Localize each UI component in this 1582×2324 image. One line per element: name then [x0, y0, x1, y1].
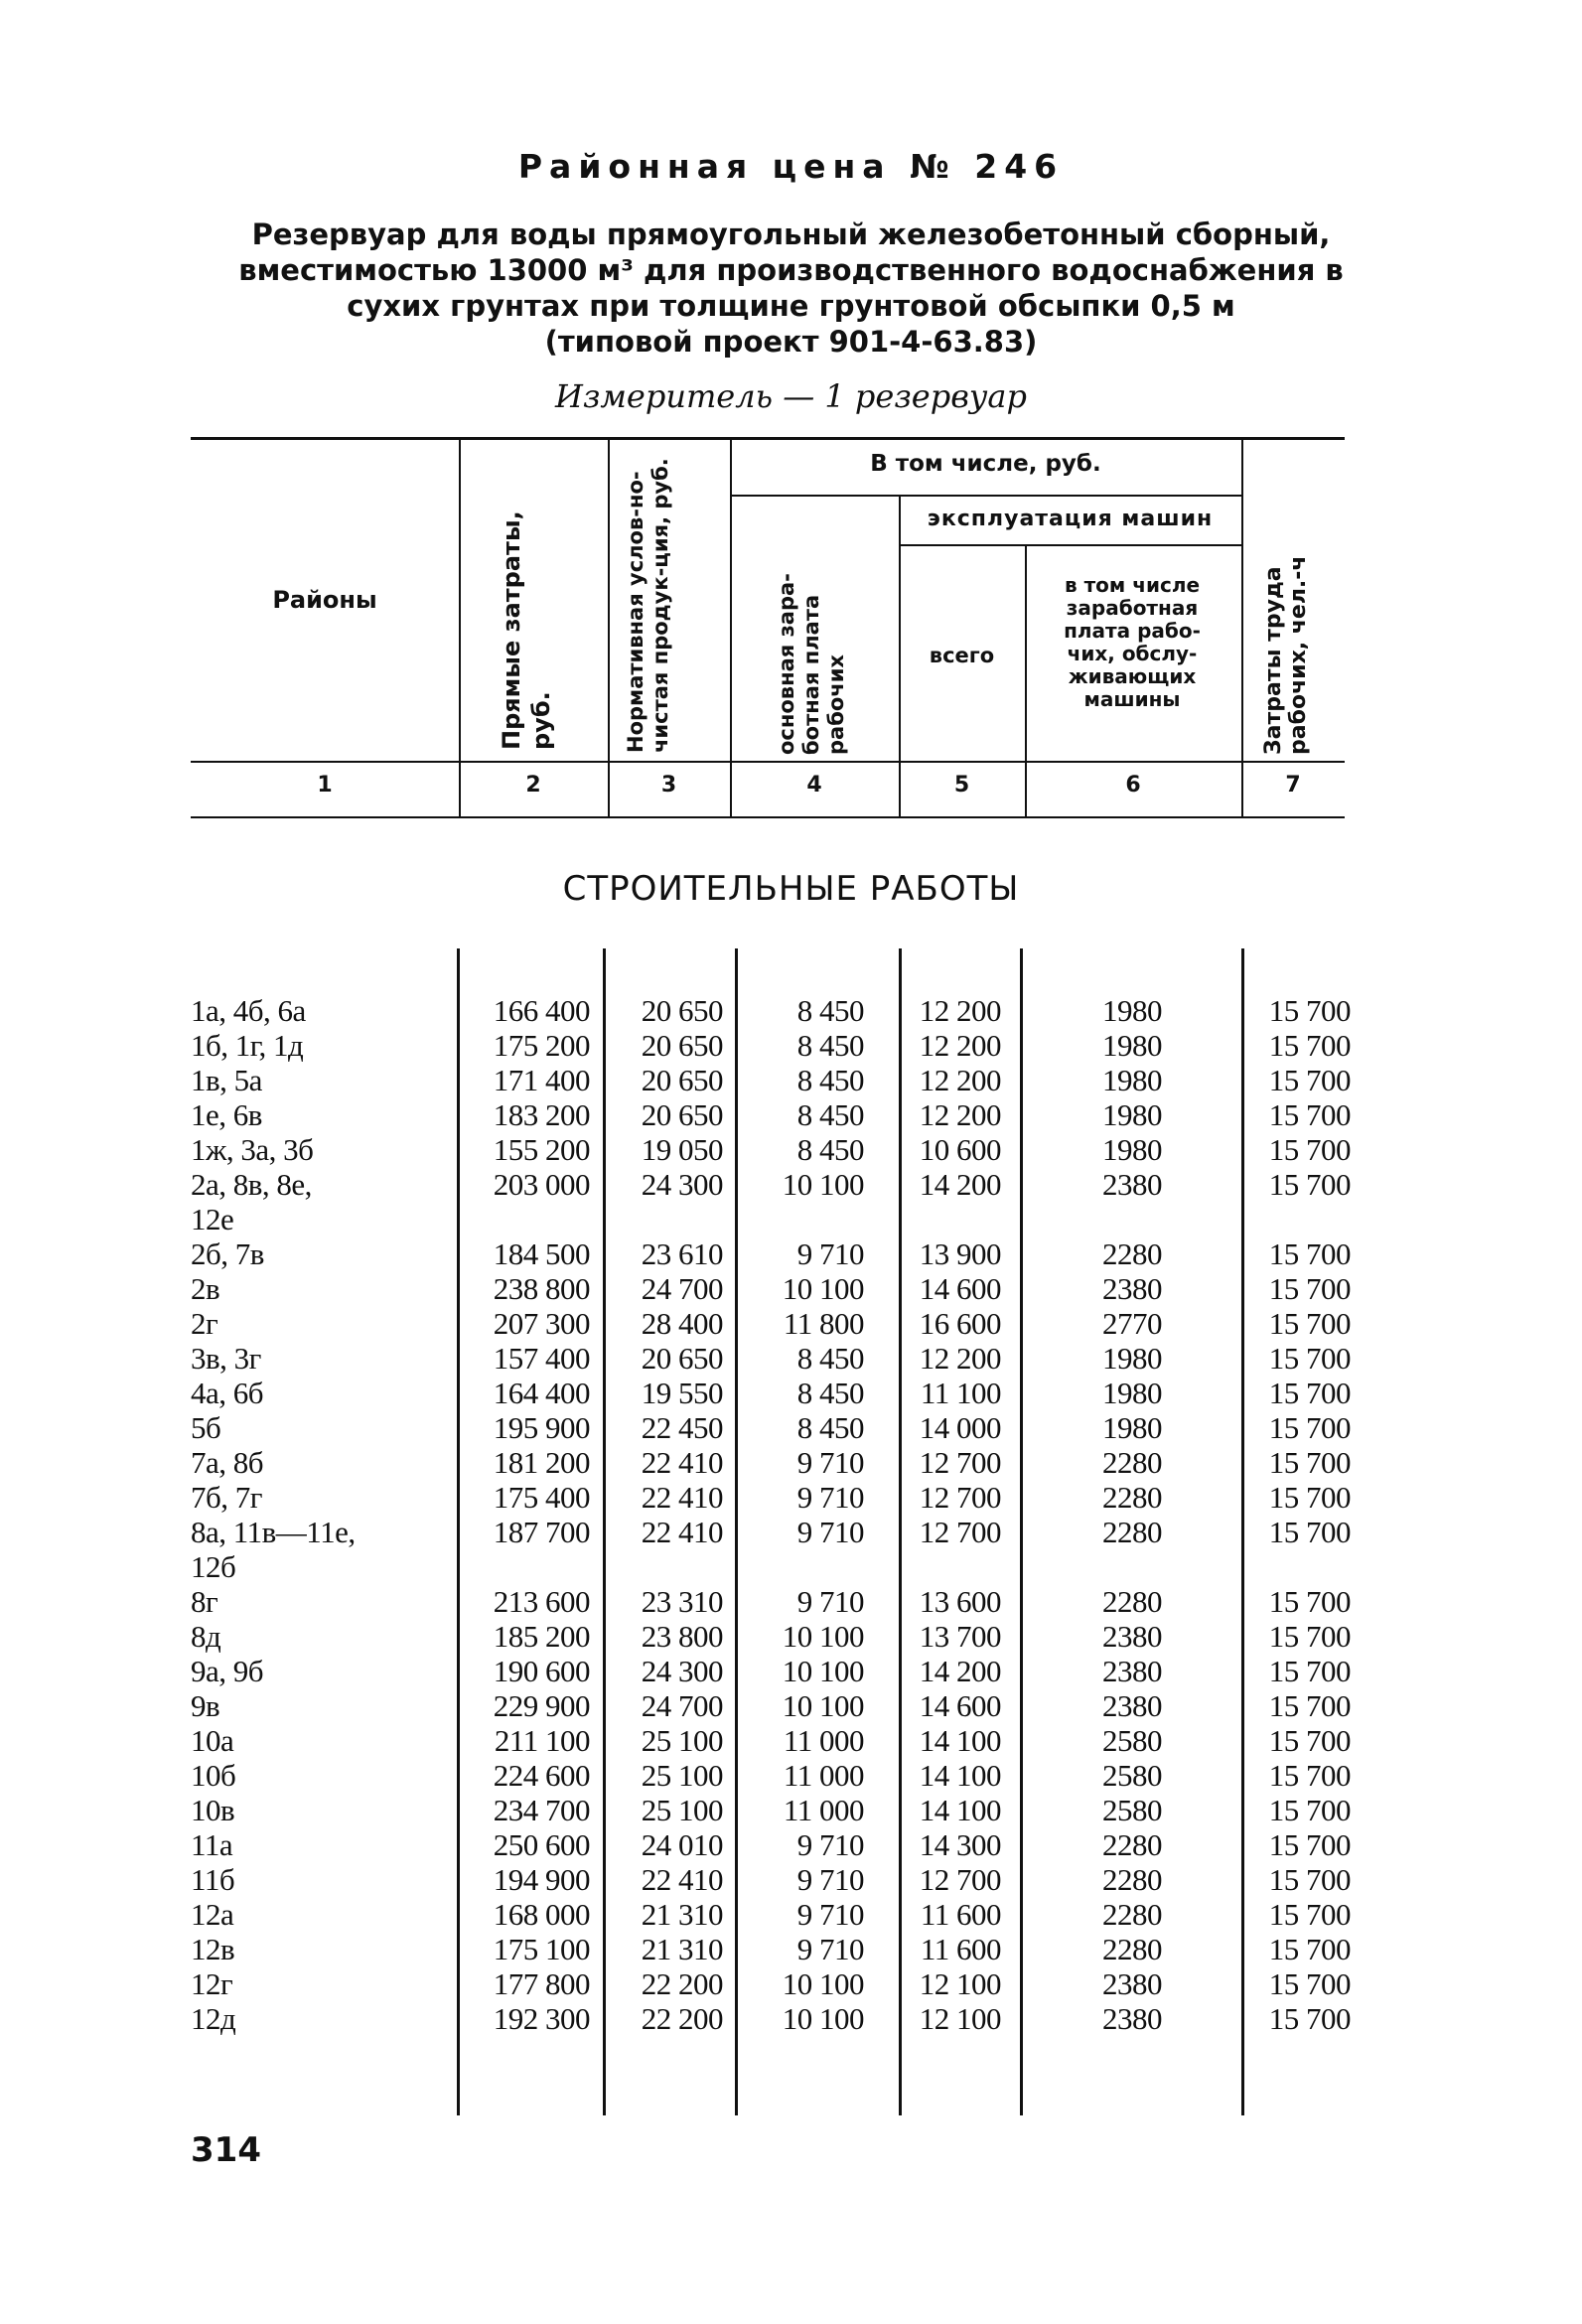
region-label: 3в, 3г: [191, 1341, 261, 1376]
value-cell-c5: 12 100: [919, 1966, 1001, 2001]
header-bottom-rule: [191, 761, 1345, 763]
value-cell-c5: 12 700: [919, 1445, 1001, 1480]
value-cell-c2: 157 400: [493, 1341, 590, 1376]
value-cell-c3: 25 100: [641, 1793, 723, 1827]
value-cell-c7: 15 700: [1268, 1862, 1351, 1897]
value-cell-c3: 22 410: [641, 1445, 723, 1480]
region-cell: [191, 993, 449, 1028]
value-cell-c4: 8 450: [796, 1410, 864, 1445]
header-vline: [608, 440, 610, 816]
value-cell-c6: 2280: [1102, 1236, 1162, 1271]
column-number: 4: [806, 773, 822, 798]
value-cell-c3: 22 410: [641, 1480, 723, 1515]
table-row: [0, 1515, 1582, 1584]
header-machines: эксплуатация машин: [927, 507, 1214, 531]
value-cell-c3: 23 310: [641, 1584, 723, 1619]
region-cell: [191, 1966, 449, 2001]
value-cell-c7: 15 700: [1268, 1897, 1351, 1932]
value-cell-c6: 2280: [1102, 1897, 1162, 1932]
value-cell-c3: 20 650: [641, 1028, 723, 1063]
value-cell-c6: 2580: [1102, 1758, 1162, 1793]
region-label: 1е, 6в: [191, 1097, 262, 1132]
value-cell-c2: 190 600: [493, 1654, 590, 1688]
value-cell-c7: 15 700: [1268, 1063, 1351, 1097]
region-label: 11б: [191, 1862, 235, 1897]
value-cell-c6: 2280: [1102, 1932, 1162, 1966]
value-cell-c3: 22 200: [641, 1966, 723, 2001]
value-cell-c3: 22 410: [641, 1862, 723, 1897]
value-cell-c5: 14 100: [919, 1723, 1001, 1758]
value-cell-c5: 16 600: [919, 1306, 1001, 1341]
value-cell-c2: 250 600: [493, 1827, 590, 1862]
region-cell: [191, 1341, 449, 1376]
value-cell-c3: 25 100: [641, 1723, 723, 1758]
value-cell-c4: 11 000: [783, 1723, 864, 1758]
table-row: [0, 1688, 1582, 1723]
region-cell: [191, 1862, 449, 1897]
region-cell: [191, 1827, 449, 1862]
region-label: 8г: [191, 1584, 218, 1619]
region-label: 7б, 7г: [191, 1480, 262, 1515]
value-cell-c5: 11 600: [920, 1932, 1001, 1966]
value-cell-c6: 1980: [1102, 1376, 1162, 1410]
value-cell-c2: 166 400: [493, 993, 590, 1028]
table-row: [0, 1654, 1582, 1688]
value-cell-c7: 15 700: [1268, 1932, 1351, 1966]
header-sub-rule: [899, 544, 1241, 546]
value-cell-c7: 15 700: [1268, 1619, 1351, 1654]
column-number: 3: [660, 773, 677, 798]
region-cell: [191, 1445, 449, 1480]
header-machine-wages: в том числе заработная плата рабо-чих, обслу-живающих машины: [1064, 573, 1201, 711]
value-cell-c4: 9 710: [796, 1445, 864, 1480]
table-row: [0, 1271, 1582, 1306]
value-cell-c6: 1980: [1102, 1028, 1162, 1063]
value-cell-c6: 2380: [1102, 2001, 1162, 2036]
region-cell: [191, 1376, 449, 1410]
value-cell-c2: 183 200: [493, 1097, 590, 1132]
value-cell-c7: 15 700: [1268, 1654, 1351, 1688]
value-cell-c7: 15 700: [1268, 1445, 1351, 1480]
table-row: [0, 2001, 1582, 2036]
value-cell-c2: 234 700: [493, 1793, 590, 1827]
region-cell: [191, 1793, 449, 1827]
measurement-unit: Измеритель — 1 резервуар: [555, 377, 1027, 415]
table-row: [0, 1932, 1582, 1966]
value-cell-c2: 229 900: [493, 1688, 590, 1723]
table-row: [0, 1827, 1582, 1862]
value-cell-c7: 15 700: [1268, 1376, 1351, 1410]
value-cell-c6: 2280: [1102, 1515, 1162, 1549]
value-cell-c7: 15 700: [1268, 1515, 1351, 1549]
value-cell-c4: 10 100: [782, 1271, 864, 1306]
value-cell-c5: 12 700: [919, 1862, 1001, 1897]
value-cell-c4: 8 450: [796, 1097, 864, 1132]
table-row: [0, 1758, 1582, 1793]
value-cell-c6: 2380: [1102, 1271, 1162, 1306]
region-cell: [191, 1271, 449, 1306]
value-cell-c4: 10 100: [782, 1167, 864, 1202]
header-wages: основная зара-ботная плата рабочих: [775, 573, 848, 755]
header-labor: Затраты труда рабочих, чел.-ч: [1261, 555, 1311, 755]
value-cell-c4: 11 000: [783, 1758, 864, 1793]
value-cell-c5: 14 000: [919, 1410, 1001, 1445]
value-cell-c2: 168 000: [493, 1897, 590, 1932]
value-cell-c6: 2280: [1102, 1584, 1162, 1619]
value-cell-c4: 11 000: [783, 1793, 864, 1827]
value-cell-c4: 9 710: [796, 1932, 864, 1966]
value-cell-c5: 14 300: [919, 1827, 1001, 1862]
value-cell-c7: 15 700: [1268, 1688, 1351, 1723]
table-row: [0, 1862, 1582, 1897]
value-cell-c3: 28 400: [641, 1306, 723, 1341]
value-cell-c7: 15 700: [1268, 1271, 1351, 1306]
region-label: 1а, 4б, 6а: [191, 993, 306, 1028]
value-cell-c5: 14 200: [919, 1167, 1001, 1202]
table-row: [0, 1584, 1582, 1619]
region-label: 5б: [191, 1410, 221, 1445]
region-label: 1б, 1г, 1д: [191, 1028, 304, 1063]
value-cell-c5: 12 100: [919, 2001, 1001, 2036]
value-cell-c3: 23 800: [641, 1619, 723, 1654]
value-cell-c4: 8 450: [796, 993, 864, 1028]
value-cell-c6: 1980: [1102, 993, 1162, 1028]
region-cell: [191, 1723, 449, 1758]
value-cell-c4: 9 710: [796, 1862, 864, 1897]
region-cell: [191, 1654, 449, 1688]
value-cell-c3: 22 410: [641, 1515, 723, 1549]
region-cell: [191, 1306, 449, 1341]
value-cell-c5: 12 200: [919, 1341, 1001, 1376]
value-cell-c5: 12 700: [919, 1515, 1001, 1549]
page-number: 314: [191, 2130, 261, 2170]
value-cell-c2: 195 900: [493, 1410, 590, 1445]
value-cell-c4: 10 100: [782, 1966, 864, 2001]
value-cell-c7: 15 700: [1268, 1480, 1351, 1515]
table-row: [0, 1063, 1582, 1097]
value-cell-c3: 24 010: [641, 1827, 723, 1862]
region-label-continued: 12б: [191, 1549, 236, 1584]
column-number: 2: [525, 773, 541, 798]
value-cell-c6: 2380: [1102, 1966, 1162, 2001]
table-row: [0, 1723, 1582, 1758]
region-label: 1ж, 3а, 3б: [191, 1132, 314, 1167]
value-cell-c2: 185 200: [493, 1619, 590, 1654]
table-row: [0, 1897, 1582, 1932]
value-cell-c2: 238 800: [493, 1271, 590, 1306]
table-row: [0, 1097, 1582, 1132]
value-cell-c2: 211 100: [494, 1723, 590, 1758]
value-cell-c3: 22 200: [641, 2001, 723, 2036]
value-cell-c4: 9 710: [796, 1515, 864, 1549]
value-cell-c3: 21 310: [641, 1932, 723, 1966]
value-cell-c5: 12 200: [919, 1028, 1001, 1063]
value-cell-c6: 1980: [1102, 1132, 1162, 1167]
value-cell-c5: 14 200: [919, 1654, 1001, 1688]
table-row: [0, 1410, 1582, 1445]
region-cell: [191, 1132, 449, 1167]
colnum-bottom-rule: [191, 816, 1345, 818]
value-cell-c2: 175 200: [493, 1028, 590, 1063]
value-cell-c4: 8 450: [796, 1132, 864, 1167]
value-cell-c5: 12 700: [919, 1480, 1001, 1515]
value-cell-c5: 11 600: [920, 1897, 1001, 1932]
value-cell-c2: 192 300: [493, 2001, 590, 2036]
value-cell-c6: 2380: [1102, 1619, 1162, 1654]
value-cell-c5: 11 100: [920, 1376, 1001, 1410]
value-cell-c6: 2380: [1102, 1167, 1162, 1202]
value-cell-c4: 8 450: [796, 1063, 864, 1097]
value-cell-c5: 12 200: [919, 993, 1001, 1028]
table-row: [0, 1480, 1582, 1515]
value-cell-c2: 224 600: [493, 1758, 590, 1793]
section-title: СТРОИТЕЛЬНЫЕ РАБОТЫ: [562, 869, 1020, 909]
region-label: 11а: [191, 1827, 233, 1862]
region-label: 8а, 11в—11е,: [191, 1515, 356, 1549]
table-row: [0, 1167, 1582, 1236]
value-cell-c7: 15 700: [1268, 1097, 1351, 1132]
value-cell-c3: 20 650: [641, 1097, 723, 1132]
value-cell-c5: 13 600: [919, 1584, 1001, 1619]
region-cell: [191, 1584, 449, 1619]
value-cell-c4: 10 100: [782, 1688, 864, 1723]
value-cell-c4: 8 450: [796, 1341, 864, 1376]
value-cell-c6: 2380: [1102, 1688, 1162, 1723]
region-label-continued: 12е: [191, 1202, 234, 1236]
value-cell-c7: 15 700: [1268, 1410, 1351, 1445]
column-number: 7: [1285, 773, 1301, 798]
value-cell-c3: 24 300: [641, 1167, 723, 1202]
value-cell-c6: 1980: [1102, 1063, 1162, 1097]
value-cell-c7: 15 700: [1268, 2001, 1351, 2036]
region-label: 2б, 7в: [191, 1236, 264, 1271]
value-cell-c2: 187 700: [493, 1515, 590, 1549]
value-cell-c7: 15 700: [1268, 993, 1351, 1028]
region-cell: [191, 1167, 449, 1236]
header-total: всего: [929, 644, 995, 667]
region-cell: [191, 1688, 449, 1723]
value-cell-c4: 10 100: [782, 1619, 864, 1654]
value-cell-c3: 20 650: [641, 1063, 723, 1097]
region-label: 4а, 6б: [191, 1376, 264, 1410]
value-cell-c3: 20 650: [641, 1341, 723, 1376]
value-cell-c3: 24 300: [641, 1654, 723, 1688]
region-label: 2а, 8в, 8е,: [191, 1167, 312, 1202]
region-label: 12в: [191, 1932, 235, 1966]
value-cell-c2: 181 200: [493, 1445, 590, 1480]
table-row: [0, 1306, 1582, 1341]
region-label: 10б: [191, 1758, 236, 1793]
value-cell-c6: 2280: [1102, 1445, 1162, 1480]
table-row: [0, 1236, 1582, 1271]
table-row: [0, 1793, 1582, 1827]
value-cell-c2: 207 300: [493, 1306, 590, 1341]
header-top-rule: [191, 437, 1345, 440]
region-cell: [191, 1758, 449, 1793]
header-direct-costs: Прямые затраты, руб.: [498, 510, 555, 750]
value-cell-c4: 10 100: [782, 1654, 864, 1688]
value-cell-c2: 171 400: [493, 1063, 590, 1097]
value-cell-c2: 177 800: [493, 1966, 590, 2001]
value-cell-c7: 15 700: [1268, 1306, 1351, 1341]
value-cell-c7: 15 700: [1268, 1167, 1351, 1202]
value-cell-c5: 13 900: [919, 1236, 1001, 1271]
value-cell-c7: 15 700: [1268, 1758, 1351, 1793]
region-cell: [191, 1410, 449, 1445]
subtitle-line: вместимостью 13000 м³ для производственного водоснабжения в: [238, 253, 1344, 287]
table-row: [0, 1341, 1582, 1376]
value-cell-c5: 12 200: [919, 1063, 1001, 1097]
region-label: 12а: [191, 1897, 234, 1932]
value-cell-c4: 10 100: [782, 2001, 864, 2036]
value-cell-c6: 2770: [1102, 1306, 1162, 1341]
value-cell-c4: 9 710: [796, 1480, 864, 1515]
value-cell-c2: 175 400: [493, 1480, 590, 1515]
value-cell-c3: 19 050: [641, 1132, 723, 1167]
table-row: [0, 993, 1582, 1028]
region-label: 12г: [191, 1966, 233, 2001]
value-cell-c4: 11 800: [783, 1306, 864, 1341]
region-label: 10в: [191, 1793, 235, 1827]
value-cell-c4: 9 710: [796, 1584, 864, 1619]
region-label: 8д: [191, 1619, 221, 1654]
value-cell-c7: 15 700: [1268, 1236, 1351, 1271]
region-cell: [191, 1097, 449, 1132]
value-cell-c3: 19 550: [641, 1376, 723, 1410]
table-row: [0, 1445, 1582, 1480]
header-sub-rule: [730, 495, 1241, 497]
value-cell-c6: 2580: [1102, 1793, 1162, 1827]
table-row: [0, 1966, 1582, 2001]
region-cell: [191, 1619, 449, 1654]
value-cell-c6: 2280: [1102, 1480, 1162, 1515]
region-cell: [191, 2001, 449, 2036]
value-cell-c7: 15 700: [1268, 1341, 1351, 1376]
value-cell-c5: 14 100: [919, 1793, 1001, 1827]
column-number: 5: [953, 773, 970, 798]
value-cell-c2: 213 600: [493, 1584, 590, 1619]
region-cell: [191, 1932, 449, 1966]
region-cell: [191, 1063, 449, 1097]
subtitle: [179, 217, 1403, 360]
region-cell: [191, 1028, 449, 1063]
value-cell-c7: 15 700: [1268, 1132, 1351, 1167]
subtitle-line: (типовой проект 901-4-63.83): [544, 325, 1038, 359]
value-cell-c6: 2580: [1102, 1723, 1162, 1758]
value-cell-c7: 15 700: [1268, 1966, 1351, 2001]
value-cell-c3: 20 650: [641, 993, 723, 1028]
value-cell-c4: 8 450: [796, 1028, 864, 1063]
value-cell-c3: 24 700: [641, 1271, 723, 1306]
value-cell-c7: 15 700: [1268, 1827, 1351, 1862]
region-label: 9в: [191, 1688, 220, 1723]
value-cell-c2: 184 500: [493, 1236, 590, 1271]
value-cell-c5: 14 600: [919, 1688, 1001, 1723]
value-cell-c5: 12 200: [919, 1097, 1001, 1132]
region-label: 12д: [191, 2001, 236, 2036]
value-cell-c3: 25 100: [641, 1758, 723, 1793]
value-cell-c6: 1980: [1102, 1341, 1162, 1376]
value-cell-c4: 9 710: [796, 1897, 864, 1932]
value-cell-c3: 24 700: [641, 1688, 723, 1723]
region-label: 9а, 9б: [191, 1654, 264, 1688]
region-cell: [191, 1515, 449, 1584]
region-label: 2г: [191, 1306, 218, 1341]
value-cell-c4: 9 710: [796, 1236, 864, 1271]
value-cell-c6: 2280: [1102, 1827, 1162, 1862]
column-number: 1: [317, 773, 333, 798]
value-cell-c4: 8 450: [796, 1376, 864, 1410]
header-vline: [459, 440, 461, 816]
subtitle-line: сухих грунтах при толщине грунтовой обсыпки 0,5 м: [347, 289, 1235, 323]
header-regions: Районы: [272, 586, 377, 614]
table-row: [0, 1028, 1582, 1063]
value-cell-c6: 2280: [1102, 1862, 1162, 1897]
region-cell: [191, 1480, 449, 1515]
data-table-body: [0, 993, 1582, 2036]
column-number: 6: [1125, 773, 1141, 798]
value-cell-c2: 194 900: [493, 1862, 590, 1897]
subtitle-line: Резервуар для воды прямоугольный железобетонный сборный,: [251, 218, 1331, 251]
region-cell: [191, 1897, 449, 1932]
region-cell: [191, 1236, 449, 1271]
table-row: [0, 1619, 1582, 1654]
value-cell-c5: 14 100: [919, 1758, 1001, 1793]
region-label: 1в, 5а: [191, 1063, 262, 1097]
value-cell-c5: 13 700: [919, 1619, 1001, 1654]
page-title: Районная цена № 246: [517, 147, 1065, 186]
value-cell-c3: 21 310: [641, 1897, 723, 1932]
region-label: 10а: [191, 1723, 234, 1758]
region-label: 7а, 8б: [191, 1445, 264, 1480]
value-cell-c6: 1980: [1102, 1097, 1162, 1132]
value-cell-c6: 1980: [1102, 1410, 1162, 1445]
value-cell-c5: 10 600: [919, 1132, 1001, 1167]
value-cell-c7: 15 700: [1268, 1723, 1351, 1758]
value-cell-c5: 14 600: [919, 1271, 1001, 1306]
header-incl: В том числе, руб.: [870, 451, 1101, 477]
value-cell-c4: 9 710: [796, 1827, 864, 1862]
value-cell-c2: 203 000: [493, 1167, 590, 1202]
value-cell-c3: 23 610: [641, 1236, 723, 1271]
header-normative: Нормативная услов-но-чистая продук-ция, руб.: [624, 458, 672, 753]
value-cell-c2: 164 400: [493, 1376, 590, 1410]
value-cell-c7: 15 700: [1268, 1793, 1351, 1827]
value-cell-c7: 15 700: [1268, 1028, 1351, 1063]
region-label: 2в: [191, 1271, 220, 1306]
value-cell-c3: 22 450: [641, 1410, 723, 1445]
header-vline: [1241, 440, 1243, 816]
value-cell-c2: 175 100: [493, 1932, 590, 1966]
table-row: [0, 1132, 1582, 1167]
value-cell-c2: 155 200: [493, 1132, 590, 1167]
value-cell-c6: 2380: [1102, 1654, 1162, 1688]
table-row: [0, 1376, 1582, 1410]
value-cell-c7: 15 700: [1268, 1584, 1351, 1619]
